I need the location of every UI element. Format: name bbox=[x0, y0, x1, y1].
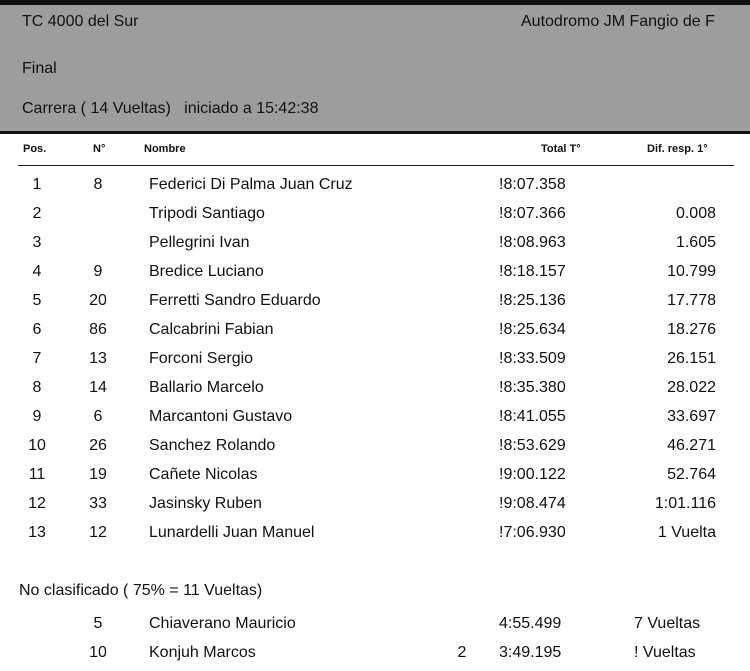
row-total-time: !8:07.366 bbox=[499, 205, 566, 222]
row-driver-name: Chiaverano Mauricio bbox=[149, 615, 296, 632]
row-position: 7 bbox=[32, 350, 42, 367]
row-driver-name: Tripodi Santiago bbox=[149, 205, 265, 222]
results-header bbox=[0, 0, 750, 134]
race-laps: Carrera ( 14 Vueltas) bbox=[22, 100, 171, 117]
row-gap: 33.697 bbox=[667, 408, 716, 425]
col-header-total: Total T° bbox=[541, 143, 581, 155]
row-total-time: !8:25.136 bbox=[499, 292, 566, 309]
row-gap: 1:01.116 bbox=[654, 495, 716, 512]
row-car-number: 12 bbox=[89, 524, 107, 541]
row-car-number: 10 bbox=[89, 644, 107, 661]
race-info bbox=[22, 100, 318, 118]
row-total-time: !8:33.509 bbox=[499, 350, 566, 367]
table-row bbox=[0, 609, 750, 638]
row-total-time: 3:49.195 bbox=[499, 644, 562, 661]
row-position: 10 bbox=[28, 437, 46, 454]
row-gap: 26.151 bbox=[667, 350, 716, 367]
row-position: 9 bbox=[32, 408, 42, 425]
row-position: 8 bbox=[32, 379, 42, 396]
table-row bbox=[0, 315, 750, 344]
row-position: 6 bbox=[32, 321, 42, 338]
row-driver-name: Sanchez Rolando bbox=[149, 437, 276, 454]
row-position: 3 bbox=[32, 234, 42, 251]
row-car-number: 86 bbox=[89, 321, 107, 338]
row-total-time: !8:41.055 bbox=[499, 408, 566, 425]
row-position: 11 bbox=[28, 466, 46, 483]
row-car-number: 33 bbox=[89, 495, 107, 512]
row-driver-name: Ballario Marcelo bbox=[149, 379, 264, 396]
row-gap: 10.799 bbox=[667, 263, 716, 280]
table-row bbox=[0, 489, 750, 518]
row-position: 2 bbox=[32, 205, 42, 222]
table-row bbox=[0, 518, 750, 547]
col-header-num: N° bbox=[93, 143, 106, 155]
table-row bbox=[0, 402, 750, 431]
row-car-number: 5 bbox=[93, 615, 103, 632]
row-gap: 17.778 bbox=[667, 292, 716, 309]
row-gap: 0.008 bbox=[675, 205, 716, 222]
row-driver-name: Lunardelli Juan Manuel bbox=[149, 524, 315, 541]
row-gap: 1 Vuelta bbox=[657, 524, 716, 541]
row-car-number: 14 bbox=[89, 379, 107, 396]
row-driver-name: Ferretti Sandro Eduardo bbox=[149, 292, 321, 309]
row-car-number: 19 bbox=[89, 466, 107, 483]
row-total-time: !7:06.930 bbox=[499, 524, 566, 541]
row-position: 12 bbox=[28, 495, 46, 512]
row-driver-name: Marcantoni Gustavo bbox=[149, 408, 293, 425]
row-gap: 28.022 bbox=[667, 379, 716, 396]
row-gap: 1.605 bbox=[675, 234, 716, 251]
row-car-number: 13 bbox=[89, 350, 107, 367]
row-total-time: !9:00.122 bbox=[499, 466, 566, 483]
table-row bbox=[0, 286, 750, 315]
row-car-number: 20 bbox=[89, 292, 107, 309]
col-header-pos: Pos. bbox=[23, 143, 47, 155]
row-gap: ! Vueltas bbox=[634, 644, 696, 661]
row-driver-name: Bredice Luciano bbox=[149, 263, 264, 280]
row-total-time: !9:08.474 bbox=[499, 495, 566, 512]
row-driver-name: Forconi Sergio bbox=[149, 350, 254, 367]
row-total-time: !8:08.963 bbox=[499, 234, 566, 251]
row-gap: 46.271 bbox=[667, 437, 716, 454]
table-row bbox=[0, 373, 750, 402]
row-position: 4 bbox=[32, 263, 42, 280]
row-position: 13 bbox=[28, 524, 46, 541]
row-position: 1 bbox=[32, 176, 42, 193]
table-row bbox=[0, 170, 750, 199]
table-row bbox=[0, 460, 750, 489]
row-gap: 18.276 bbox=[667, 321, 716, 338]
row-driver-name: Cañete Nicolas bbox=[149, 466, 258, 483]
row-gap: 7 Vueltas bbox=[634, 615, 701, 632]
row-total-time: !8:07.358 bbox=[499, 176, 566, 193]
session-name: Final bbox=[22, 60, 57, 77]
header-divider bbox=[18, 165, 734, 166]
row-driver-name: Konjuh Marcos bbox=[149, 644, 256, 661]
row-driver-name: Pellegrini Ivan bbox=[149, 234, 250, 251]
row-position: 5 bbox=[32, 292, 42, 309]
venue-name: Autodromo JM Fangio de F bbox=[521, 13, 715, 30]
race-start-time: iniciado a 15:42:38 bbox=[184, 100, 319, 117]
row-car-number: 9 bbox=[93, 263, 103, 280]
table-row bbox=[0, 431, 750, 460]
not-classified-title: No clasificado ( 75% = 11 Vueltas) bbox=[19, 582, 263, 599]
row-car-number: 6 bbox=[93, 408, 103, 425]
table-row bbox=[0, 199, 750, 228]
row-driver-name: Federici Di Palma Juan Cruz bbox=[149, 176, 353, 193]
row-car-number: 26 bbox=[89, 437, 107, 454]
row-driver-name: Calcabrini Fabian bbox=[149, 321, 274, 338]
row-total-time: !8:53.629 bbox=[499, 437, 566, 454]
row-car-number: 8 bbox=[93, 176, 103, 193]
row-extra: 2 bbox=[457, 644, 467, 661]
col-header-name: Nombre bbox=[144, 143, 186, 155]
table-row bbox=[0, 638, 750, 667]
row-total-time: 4:55.499 bbox=[499, 615, 562, 632]
row-total-time: !8:35.380 bbox=[499, 379, 566, 396]
col-header-diff: Dif. resp. 1° bbox=[647, 143, 708, 155]
row-driver-name: Jasinsky Ruben bbox=[149, 495, 262, 512]
row-total-time: !8:25.634 bbox=[499, 321, 566, 338]
table-row bbox=[0, 257, 750, 286]
row-gap: 52.764 bbox=[667, 466, 716, 483]
row-total-time: !8:18.157 bbox=[499, 263, 566, 280]
event-name: TC 4000 del Sur bbox=[22, 13, 139, 30]
table-row bbox=[0, 228, 750, 257]
table-row bbox=[0, 344, 750, 373]
